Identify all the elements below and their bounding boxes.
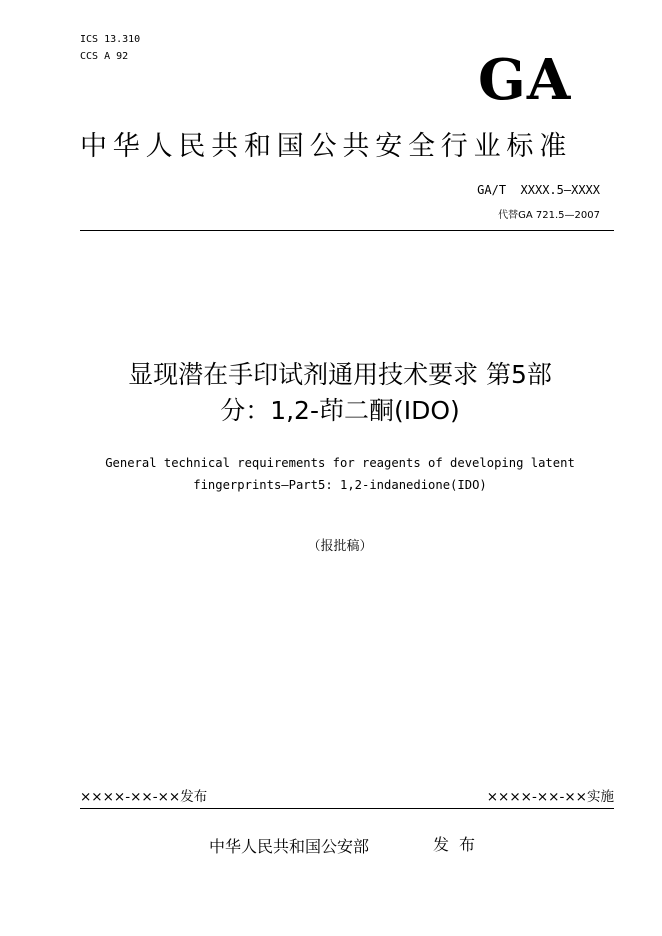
issue-label: 发布 bbox=[433, 835, 486, 854]
footer-divider bbox=[80, 808, 614, 809]
standard-number: GA/T XXXX.5—XXXX bbox=[477, 183, 600, 197]
header-divider bbox=[80, 230, 614, 231]
draft-status: （报批稿） bbox=[307, 539, 373, 554]
document-title-en-line1: General technical requirements for reagents of developing latent bbox=[105, 456, 575, 470]
ccs-code: CCS A 92 bbox=[80, 51, 129, 62]
ics-code: ICS 13.310 bbox=[80, 34, 141, 45]
document-title-cn-line2: 分：1,2-茚二酮(IDO) bbox=[220, 396, 460, 425]
standard-title: 中华人民共和国公共安全行业标准 bbox=[80, 131, 572, 162]
issue-date: ××××-××-××发布 bbox=[80, 789, 208, 805]
ga-logo: GA bbox=[478, 47, 572, 113]
issuing-authority: 中华人民共和国公安部 bbox=[209, 837, 370, 856]
implementation-date: ××××-××-××实施 bbox=[486, 789, 614, 805]
replaces-standard: 代替GA 721.5—2007 bbox=[498, 210, 600, 221]
document-title-cn-line1: 显现潜在手印试剂通用技术要求 第5部 bbox=[128, 360, 552, 389]
document-title-en-line2: fingerprints—Part5: 1,2-indanedione(IDO) bbox=[193, 478, 487, 492]
